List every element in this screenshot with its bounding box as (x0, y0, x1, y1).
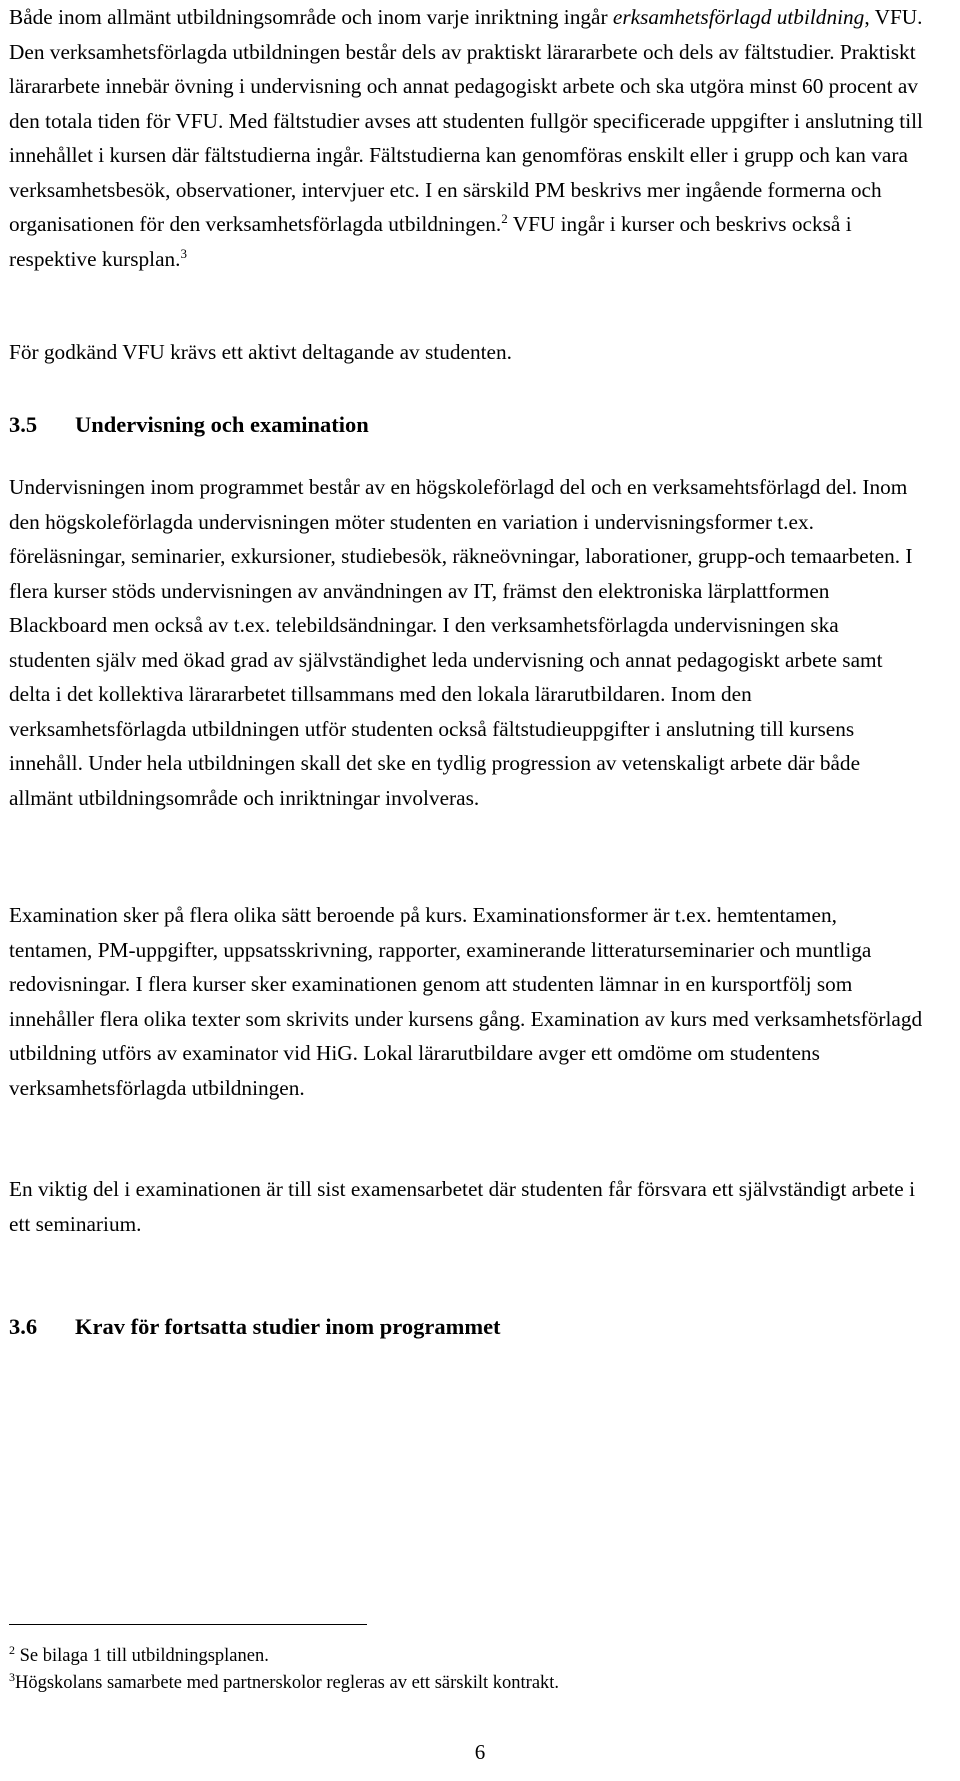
footnote-text: Högskolans samarbete med partnerskolor regleras av ett särskilt kontrakt. (15, 1673, 560, 1693)
footnote-ref-2[interactable]: 2 (501, 210, 508, 226)
thesis-paragraph: En viktig del i examinationen är till sist examensarbetet där studenten får försvara ett självständigt arbete i ett seminarium. (9, 1177, 916, 1236)
footnote-2 (9, 1644, 269, 1668)
footnote-3 (9, 1671, 559, 1695)
section-title: Krav för fortsatta studier inom programmet (75, 1314, 501, 1339)
footnote-text: Se bilaga 1 till utbildningsplanen. (15, 1646, 269, 1666)
section-number: 3.5 (9, 412, 38, 437)
vfu-requirement-paragraph: För godkänd VFU krävs ett aktivt deltagande av studenten. (9, 340, 512, 364)
page-number: 6 (474, 1740, 486, 1764)
section-heading-3-5 (9, 410, 369, 440)
section-heading-3-6 (9, 1312, 501, 1342)
footnote-separator (9, 1624, 367, 1625)
footnote-mark: 2 (9, 1642, 15, 1657)
section-number: 3.6 (9, 1314, 38, 1339)
intro-text-3: VFU ingår i kurser och beskrivs också i respektive kursplan. (9, 212, 852, 271)
footnote-mark: 3 (9, 1669, 15, 1684)
teaching-paragraph: Undervisningen inom programmet består av en högskoleförlagd del och en verksamehtsförlagd del. Inom den högskoleförlagda undervisningen möter studenten en variation i undervisningsformer t.ex. föreläsningar, seminarier, exkursioner, studiebesök, räkneövningar, laborationer, grupp-och temaarbeten. I flera kurser stöds undervisningen av användningen av IT, främst den elektroniska lärplattformen Blackboard men också av t.ex. telebildsändningar. I den verksamhetsförlagda undervisningen ska studenten själv med ökad grad av självständighet leda undervisning och annat pedagogiskt arbete samt delta i det kollektiva lärararbetet tillsammans med den lokala lärarutbildaren. Inom den verksamhetsförlagda utbildningen utför studenten också fältstudieuppgifter i anslutning till kursens innehåll. Under hela utbildningen skall det ske en tydlig progression av vetenskaligt arbete där både allmänt utbildningsområde och inriktningar involveras. (9, 475, 913, 810)
section-title: Undervisning och examination (75, 412, 369, 437)
intro-term-italic: erksamhetsförlagd utbildning (612, 5, 865, 29)
intro-paragraph (9, 0, 924, 276)
examination-paragraph: Examination sker på flera olika sätt beroende på kurs. Examinationsformer är t.ex. hemtentamen, tentamen, PM-uppgifter, uppsatsskrivning, rapporter, examinerande litteraturseminarier och muntliga redovisningar. I flera kurser sker examinationen genom att studenten lämnar in en kursportfölj som innehåller flera olika texter som skrivits under kursens gång. Examination av kurs med verksamhetsförlagd utbildning utförs av examinator vid HiG. Lokal lärarutbildare avger ett omdöme om studentens verksamhetsförlagda utbildningen. (9, 903, 923, 1100)
footnote-ref-3[interactable]: 3 (180, 245, 188, 261)
intro-text-1: Både inom allmänt utbildningsområde och inom varje inriktning ingår (9, 5, 608, 29)
intro-text-2: , VFU. Den verksamhetsförlagda utbildningen består dels av praktiskt lärararbete och dels av fältstudier. Praktiskt lärararbete innebär övning i undervisning och annat pedagogiskt arbete och ska utgöra minst 60 procent av den totala tiden för VFU. Med fältstudier avses att studenten fullgör specificerade uppgifter i anslutning till innehållet i kursen där fältstudierna ingår. Fältstudierna kan genomföras enskilt eller i grupp och kan vara verksamhetsbesök, observationer, intervjuer etc. I en särskild PM beskrivs mer ingående formerna och organisationen för den verksamhetsförlagda utbildningen. (9, 5, 923, 236)
